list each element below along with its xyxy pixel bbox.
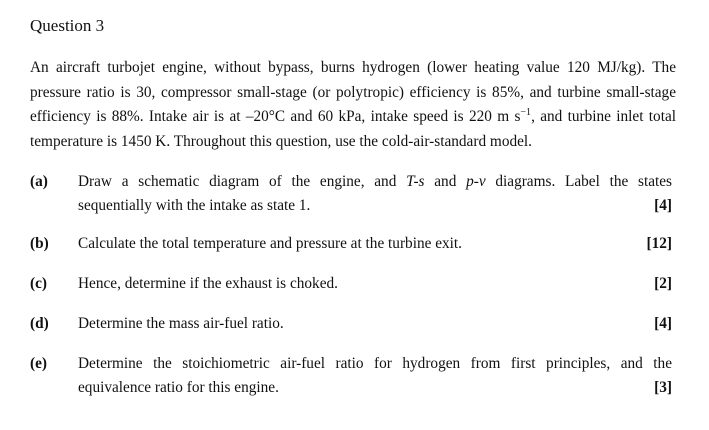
part-a-line-1 xyxy=(78,170,672,194)
part-e-body xyxy=(78,352,672,400)
part-d-text: Determine the mass air-fuel ratio. xyxy=(78,315,284,332)
question-intro xyxy=(30,56,676,154)
part-e xyxy=(30,352,676,400)
intro-text-2: , and turbine inlet total temperature is 1450 K. Throughout this question, use the cold-air-standard model. xyxy=(30,108,676,150)
part-b-marks: [12] xyxy=(646,235,672,252)
part-b-text: Calculate the total temperature and pressure at the turbine exit. xyxy=(78,235,462,252)
part-a-pv-diagram: p-v xyxy=(466,173,486,190)
part-a-marks: [4] xyxy=(654,197,672,214)
intro-text-1: An aircraft turbojet engine, without bypass, burns hydrogen (lower heating value 120 MJ/kg). The pressure ratio is 30, compressor small-stage (or polytropic) efficiency is 85%, and turbine small-stage efficiency is 88%. Intake air is at –20°C and 60 kPa, intake speed is 220 m s xyxy=(30,59,676,125)
part-a-text-and: and xyxy=(424,173,467,190)
part-a-line-2-text: sequentially with the intake as state 1. xyxy=(78,197,311,214)
intro-superscript: −1 xyxy=(520,107,532,118)
part-a-label: (a) xyxy=(30,173,48,190)
part-a-line-2 xyxy=(78,194,672,218)
part-b xyxy=(30,232,676,256)
part-c-body xyxy=(78,272,672,296)
part-a-body xyxy=(78,170,672,218)
part-e-line-1: Determine the stoichiometric air-fuel ratio for hydrogen from first principles, and the xyxy=(78,355,672,372)
part-c-marks: [2] xyxy=(654,275,672,292)
part-e-marks: [3] xyxy=(654,379,672,396)
part-e-label: (e) xyxy=(30,355,47,372)
part-c xyxy=(30,272,676,296)
part-b-body xyxy=(78,232,672,256)
part-e-line-2 xyxy=(78,376,672,400)
part-d-body xyxy=(78,312,672,336)
part-a xyxy=(30,170,676,218)
part-e-line-2-text: equivalence ratio for this engine. xyxy=(78,379,279,396)
part-d-label: (d) xyxy=(30,315,49,332)
part-b-label: (b) xyxy=(30,235,49,252)
part-a-ts-diagram: T-s xyxy=(406,173,425,190)
part-d xyxy=(30,312,676,336)
part-a-text-post: diagrams. Label the states xyxy=(485,173,672,190)
part-c-text: Hence, determine if the exhaust is choked. xyxy=(78,275,338,292)
part-c-label: (c) xyxy=(30,275,47,292)
part-d-marks: [4] xyxy=(654,315,672,332)
question-heading: Question 3 xyxy=(30,16,105,35)
part-a-text-pre: Draw a schematic diagram of the engine, and xyxy=(78,173,407,190)
